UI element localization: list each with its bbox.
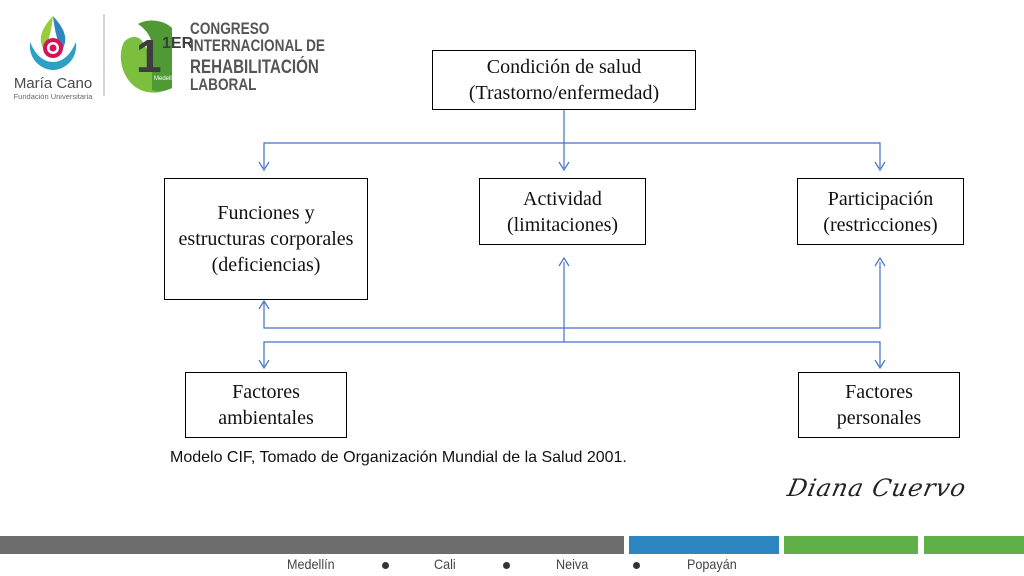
city-popayan: Popayán [687,556,737,572]
congreso-line-3: REHABILITACIÓN [190,57,319,78]
maria-cano-subtitle: Fundación Universitaria [13,92,93,101]
city-cali: Cali [434,556,456,572]
svg-text:1: 1 [136,30,162,82]
dot-separator [503,562,510,569]
congreso-line-2: INTERNACIONAL DE [190,36,325,55]
city-neiva: Neiva [556,556,589,572]
dot-separator [382,562,389,569]
congreso-line-1: CONGRESO [190,19,270,38]
connector-top-horizontal [264,143,880,168]
footer-cities [0,554,1024,576]
box-actividad: Actividad (limitaciones) [479,178,646,245]
footer-bar-blue [629,536,779,554]
signature: Diana Cuervo [785,474,970,502]
caption: Modelo CIF, Tomado de Organización Mundial de la Salud 2001. [170,449,627,466]
congreso-badge-text: 1ER [162,35,194,52]
congreso-badge-sub: Medellín 2018 [154,76,192,82]
box-factores-personales: Factores personales [798,372,960,438]
dot-separator [633,562,640,569]
footer-bar-green-1 [784,536,918,554]
box-funciones-estructuras: Funciones y estructuras corporales (deficiencias) [164,178,368,300]
footer-bar-green-2 [924,536,1024,554]
box-participacion: Participación (restricciones) [797,178,964,245]
box-factores-ambientales: Factores ambientales [185,372,347,438]
footer-bar-gray [0,536,624,554]
connector-lower-horizontal [264,342,880,366]
congreso-line-4: LABORAL [190,75,257,94]
city-medellin: Medellín [287,556,335,572]
box-condicion-salud: Condición de salud (Trastorno/enfermedad) [432,50,696,110]
maria-cano-name: María Cano [13,75,93,92]
